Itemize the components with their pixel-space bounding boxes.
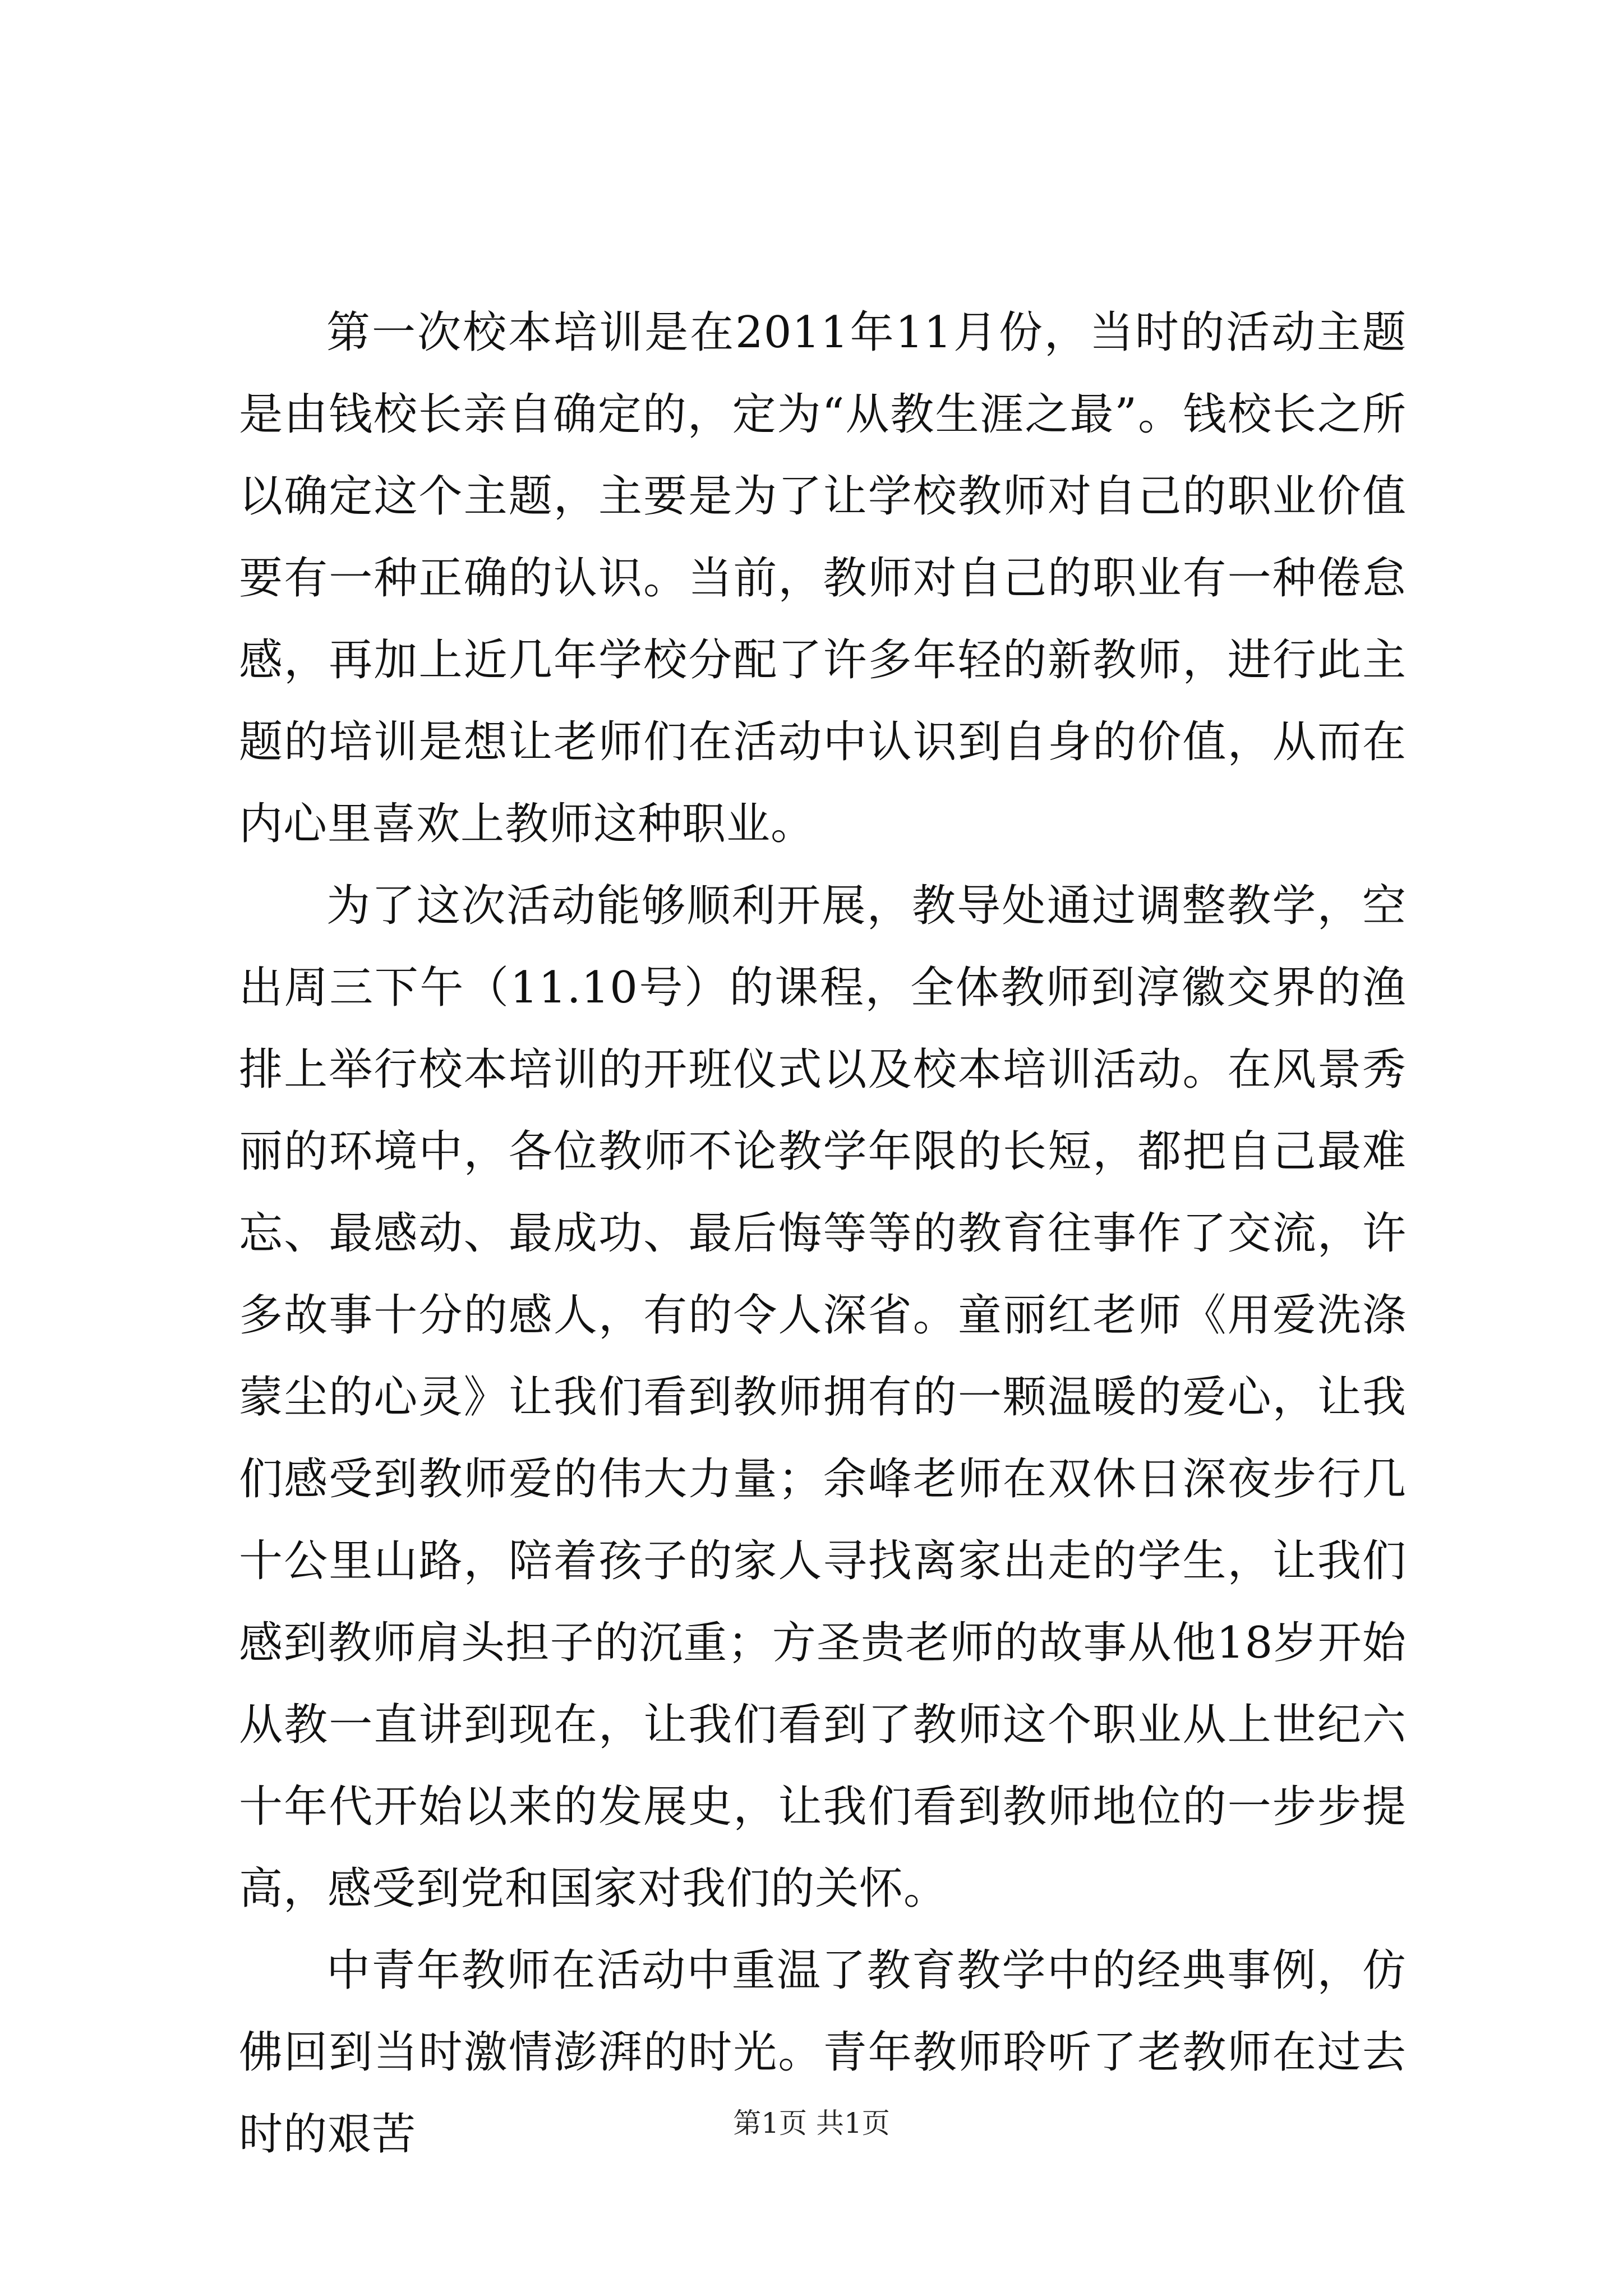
paragraph-3: 中青年教师在活动中重温了教育教学中的经典事例，仿佛回到当时激情澎湃的时光。青年教师聆听了老教师在过去时的艰苦 [239, 1945, 1407, 2160]
document-body [239, 292, 1407, 2175]
paragraph-2: 为了这次活动能够顺利开展，教导处通过调整教学，空出周三下午（11.10号）的课程，全体教师到淳徽交界的渔排上举行校本培训的开班仪式以及校本培训活动。在风景秀丽的环境中，各位教师不论教学年限的长短，都把自己最难忘、最感动、最成功、最后悔等等的教育往事作了交流，许多故事十分的感人，有的令人深省。童丽红老师《用爱洗涤蒙尘的心灵》让我们看到教师拥有的一颗温暖的爱心，让我们感受到教师爱的伟大力量；余峰老师在双休日深夜步行几十公里山路，陪着孩子的家人寻找离家出走的学生，让我们感到教师肩头担子的沉重；方圣贵老师的故事从他18岁开始从教一直讲到现在，让我们看到了教师这个职业从上世纪六十年代开始以来的发展史，让我们看到教师地位的一步步提高，感受到党和国家对我们的关怀。 [239, 881, 1407, 1914]
paragraph-1: 第一次校本培训是在2011年11月份，当时的活动主题是由钱校长亲自确定的，定为“从教生涯之最”。钱校长之所以确定这个主题，主要是为了让学校教师对自己的职业价值要有一种正确的认识。当前，教师对自己的职业有一种倦怠感，再加上近几年学校分配了许多年轻的新教师，进行此主题的培训是想让老师们在活动中认识到自身的价值，从而在内心里喜欢上教师这种职业。 [239, 307, 1407, 849]
page-footer: 第1页 共1页 [733, 2107, 890, 2139]
